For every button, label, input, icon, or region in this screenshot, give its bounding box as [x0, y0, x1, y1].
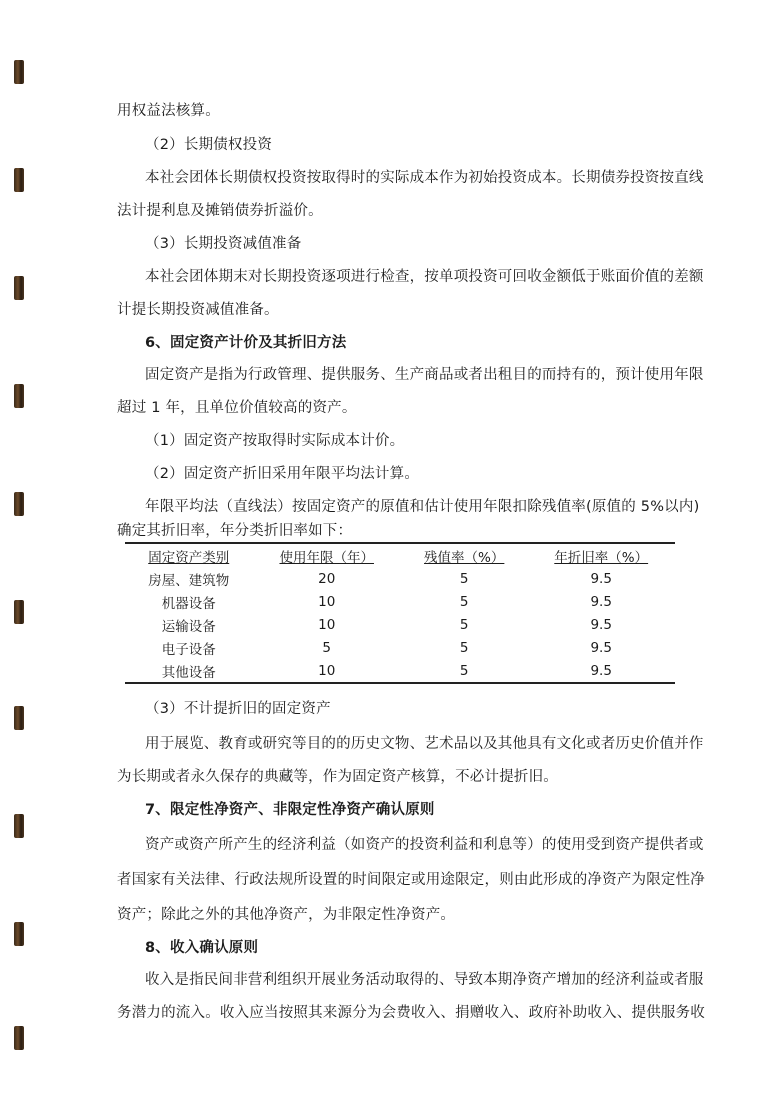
- table-cell: 10: [318, 593, 336, 610]
- paragraph-line: （1）固定资产按取得时实际成本计价。: [145, 433, 405, 449]
- paragraph-line: 法计提利息及摊销债券折溢价。: [117, 203, 323, 219]
- header-asset-category: 固定资产类别: [148, 549, 230, 566]
- header-annual-depreciation-rate: 年折旧率（%）: [554, 549, 649, 566]
- header-residual-rate: 残值率（%）: [424, 549, 505, 566]
- binding-hole: [14, 276, 24, 300]
- table-cell: 5: [459, 593, 469, 610]
- table-cell: 电子设备: [161, 641, 216, 658]
- paragraph-line: 超过 1 年，且单位价值较高的资产。: [117, 400, 357, 416]
- table-cell: 其他设备: [161, 664, 216, 681]
- table-row: [125, 567, 675, 590]
- section-heading-7: 7、限定性净资产、非限定性净资产确认原则: [145, 802, 435, 818]
- paragraph-line: 用于展览、教育或研究等目的的历史文物、艺术品以及其他具有文化或者历史价值并作: [145, 736, 704, 752]
- subheading-non-depreciable-assets: （3）不计提折旧的固定资产: [145, 701, 331, 717]
- table-cell: 运输设备: [161, 618, 216, 635]
- table-header-cell: [252, 543, 401, 567]
- section-heading-8: 8、收入确认原则: [145, 940, 259, 956]
- paragraph-line: 为长期或者永久保存的典藏等，作为固定资产核算，不必计提折旧。: [117, 769, 558, 785]
- paragraph-line: 资产；除此之外的其他净资产，为非限定性净资产。: [117, 907, 456, 923]
- paragraph-line: 本社会团体期末对长期投资逐项进行检查，按单项投资可回收金额低于账面价值的差额: [145, 269, 704, 285]
- subheading-long-term-debt-investment: （2）长期债权投资: [145, 137, 273, 153]
- header-useful-life: 使用年限（年）: [279, 549, 374, 566]
- paragraph-line: 收入是指民间非营利组织开展业务活动取得的、导致本期净资产增加的经济利益或者服: [145, 972, 704, 988]
- section-heading-6: 6、固定资产计价及其折旧方法: [145, 335, 347, 351]
- table-cell: 10: [318, 662, 336, 679]
- table-cell: 机器设备: [161, 595, 216, 612]
- table-cell: 9.5: [590, 616, 612, 633]
- table-header-cell: [401, 543, 527, 567]
- table-row: [125, 590, 675, 613]
- paragraph-line: 本社会团体长期债权投资按取得时的实际成本作为初始投资成本。长期债券投资按直线: [145, 170, 704, 186]
- table-cell: 9.5: [590, 593, 612, 610]
- binding-hole: [14, 1026, 24, 1050]
- paragraph-line: 确定其折旧率，年分类折旧率如下：: [117, 523, 353, 539]
- table-header-row: [125, 543, 675, 567]
- table-cell: 20: [318, 570, 336, 587]
- table-cell: 5: [459, 662, 469, 679]
- table-cell: 5: [459, 616, 469, 633]
- binding-hole: [14, 60, 24, 84]
- table-cell: 10: [318, 616, 336, 633]
- table-header-cell: [527, 543, 675, 567]
- paragraph-line: 计提长期投资减值准备。: [117, 302, 279, 318]
- paragraph-line: 用权益法核算。: [117, 103, 220, 119]
- table-cell: 5: [459, 639, 469, 656]
- binding-hole: [14, 168, 24, 192]
- binding-hole: [14, 706, 24, 730]
- table-cell: 房屋、建筑物: [148, 572, 230, 589]
- paragraph-line: 资产或资产所产生的经济利益（如资产的投资利益和利息等）的使用受到资产提供者或: [145, 837, 704, 853]
- subheading-impairment-provision: （3）长期投资减值准备: [145, 236, 302, 252]
- binding-hole: [14, 814, 24, 838]
- table-row: [125, 613, 675, 636]
- table-cell: 5: [322, 639, 332, 656]
- paragraph-line: 者国家有关法律、行政法规所设置的时间限定或用途限定，则由此形成的净资产为限定性净: [117, 872, 705, 888]
- table-row: [125, 659, 675, 683]
- binding-hole: [14, 922, 24, 946]
- table-row: [125, 636, 675, 659]
- paragraph-line: （2）固定资产折旧采用年限平均法计算。: [145, 466, 420, 482]
- table-cell: 9.5: [590, 570, 612, 587]
- binding-hole: [14, 492, 24, 516]
- table-cell: 5: [459, 570, 469, 587]
- paragraph-line: 固定资产是指为行政管理、提供服务、生产商品或者出租目的而持有的，预计使用年限: [145, 367, 704, 383]
- paragraph-line: 年限平均法（直线法）按固定资产的原值和估计使用年限扣除残值率(原值的 5%以内): [145, 499, 700, 515]
- table-cell: 9.5: [590, 662, 612, 679]
- table-header-cell: [125, 543, 252, 567]
- table-cell: 9.5: [590, 639, 612, 656]
- binding-hole: [14, 600, 24, 624]
- binding-hole: [14, 384, 24, 408]
- depreciation-rate-table: [125, 542, 675, 684]
- paragraph-line: 务潜力的流入。收入应当按照其来源分为会费收入、捐赠收入、政府补助收入、提供服务收: [117, 1005, 705, 1021]
